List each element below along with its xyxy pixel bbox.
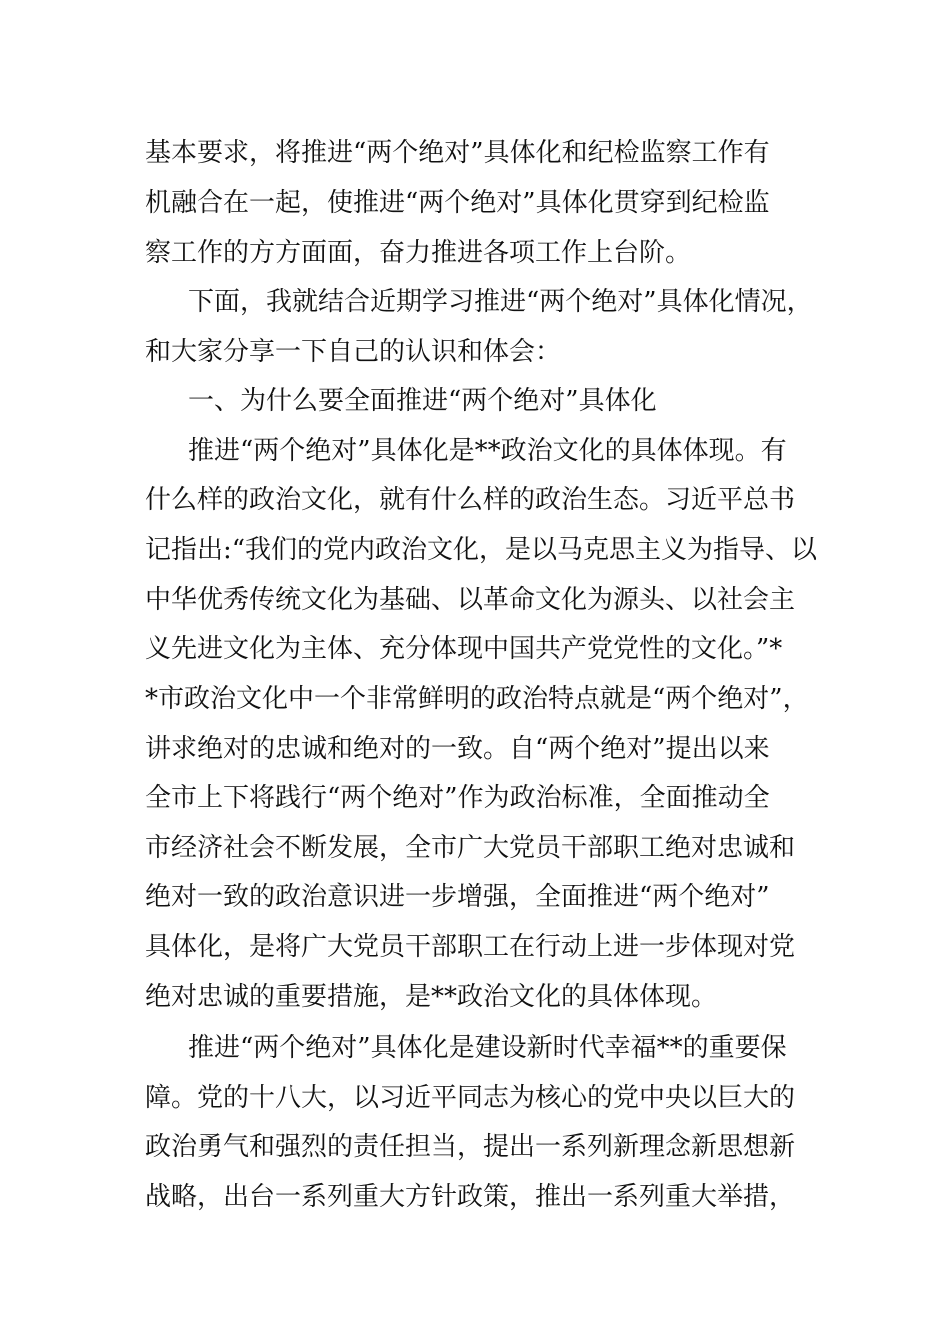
text-line-18: 绝对忠诚的重要措施，是**政治文化的具体体现。 [145,982,718,1012]
section-heading-1: 一、为什么要全面推进“两个绝对”具体化 [188,386,657,416]
text-line-21: 政治勇气和强烈的责任担当，提出一系列新理念新思想新 [145,1132,796,1162]
text-line-22: 战略，出台一系列重大方针政策，推出一系列重大举措， [145,1182,796,1212]
text-line-8: 什么样的政治文化，就有什么样的政治生态。习近平总书 [145,485,796,515]
text-line-3: 察工作的方方面面，奋力推进各项工作上台阶。 [145,238,692,268]
text-line-11: 义先进文化为主体、充分体现中国共产党党性的文化。”* [145,634,783,664]
text-line-7: 推进“两个绝对”具体化是**政治文化的具体体现。有 [188,436,787,466]
text-line-13: 讲求绝对的忠诚和绝对的一致。自“两个绝对”提出以来 [145,734,770,764]
text-line-19: 推进“两个绝对”具体化是建设新时代幸福**的重要保 [188,1033,787,1063]
text-line-16: 绝对一致的政治意识进一步增强，全面推进“两个绝对” [145,882,770,912]
text-line-4: 下面，我就结合近期学习推进“两个绝对”具体化情况， [188,287,813,317]
text-line-15: 市经济社会不断发展，全市广大党员干部职工绝对忠诚和 [145,833,796,863]
text-line-5: 和大家分享一下自己的认识和体会： [145,337,562,367]
text-line-1: 基本要求，将推进“两个绝对”具体化和纪检监察工作有 [145,138,770,168]
text-line-20: 障。党的十八大，以习近平同志为核心的党中央以巨大的 [145,1083,796,1113]
text-line-10: 中华优秀传统文化为基础、以革命文化为源头、以社会主 [145,585,796,615]
text-line-12: *市政治文化中一个非常鲜明的政治特点就是“两个绝对”， [145,684,809,714]
text-line-9: 记指出:“我们的党内政治文化，是以马克思主义为指导、以 [145,535,818,565]
text-line-17: 具体化，是将广大党员干部职工在行动上进一步体现对党 [145,932,796,962]
text-line-14: 全市上下将践行“两个绝对”作为政治标准，全面推动全 [145,783,770,813]
text-line-2: 机融合在一起，使推进“两个绝对”具体化贯穿到纪检监 [145,188,770,218]
